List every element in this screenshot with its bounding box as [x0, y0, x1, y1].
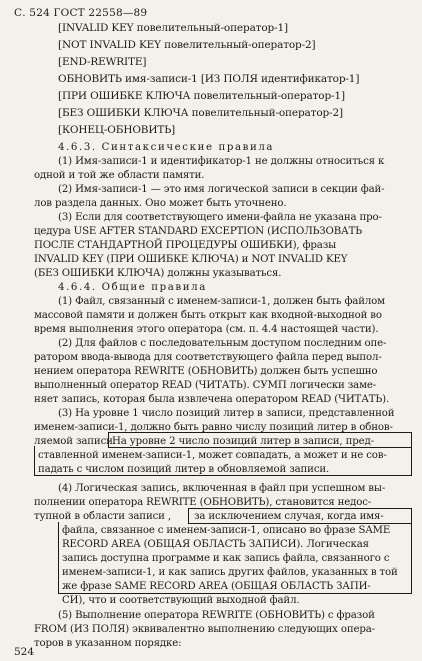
text-line: RECORD AREA (ОБЩАЯ ОБЛАСТЬ ЗАПИСИ). Логическая — [62, 539, 369, 550]
text-line: ляемой записи. — [34, 436, 116, 447]
text-line: именем-записи-1, должно быть равно числу позиций литер в обнов- — [34, 422, 393, 433]
page-header: С. 524 ГОСТ 22558—89 — [14, 7, 148, 19]
section-heading: 4.6.3. Синтаксические правила — [58, 142, 275, 153]
text-line: На уровне 2 число позиций литер в записи, пред- — [112, 436, 374, 447]
text-line: (1) Имя-записи-1 и идентификатор-1 не должны относиться к — [58, 156, 385, 167]
text-line: (2) Имя-записи-1 — это имя логической записи в секции фай- — [58, 184, 385, 195]
syntax-line: [INVALID KEY повелительный-оператор-1] — [58, 22, 288, 34]
text-line: ПОСЛЕ СТАНДАРТНОЙ ПРОЦЕДУРЫ ОШИБКИ), фразы — [34, 240, 337, 251]
syntax-line: ОБНОВИТЬ имя-записи-1 [ИЗ ПОЛЯ идентификатор-1] — [58, 73, 360, 85]
text-line: FROM (ИЗ ПОЛЯ) эквивалентно выполнению следующих опера- — [34, 624, 375, 635]
text-line: полнении оператора REWRITE (ОБНОВИТЬ), становится недос- — [34, 497, 372, 508]
text-line: массовой памяти и должен быть открыт как входной-выходной во — [34, 310, 382, 321]
text-line: выполненный оператор READ (ЧИТАТЬ). СУМП логически заме- — [34, 380, 377, 391]
text-line: цедура USE AFTER STANDARD EXCEPTION (ИСПОЛЬЗОВАТЬ — [34, 226, 362, 237]
text-line: время выполнения этого оператора (см. п. 4.4 настоящей части). — [34, 324, 379, 335]
text-line: (2) Для файлов с последовательным доступом последним опе- — [58, 338, 387, 349]
text-line: ратором ввода-вывода для соответствующего файла перед выпол- — [34, 352, 382, 363]
syntax-line: [ПРИ ОШИБКЕ КЛЮЧА повелительный-оператор-1] — [58, 90, 345, 102]
text-line: именем-записи-1, и как запись других файлов, указанных в той — [62, 567, 398, 578]
text-line: же фразе SAME RECORD AREA (ОБЩАЯ ОБЛАСТЬ ЗАПИ- — [62, 581, 371, 592]
syntax-line: [NOT INVALID KEY повелительный-оператор-2] — [58, 39, 316, 51]
text-line: падать с числом позиций литер в обновляемой записи. — [38, 464, 330, 475]
text-line: (5) Выполнение оператора REWRITE (ОБНОВИТЬ) с фразой — [58, 610, 375, 621]
section-heading: 4.6.4. Общие правила — [58, 282, 207, 293]
page-number: 524 — [14, 646, 35, 658]
text-line: няет запись, которая была извлечена оператором READ (ЧИТАТЬ). — [34, 394, 390, 405]
text-line: тупной в области записи , — [34, 511, 171, 522]
text-line: СИ), что и соответствующий выходной файл. — [62, 595, 300, 606]
text-line: (3) На уровне 1 число позиций литер в записи, представленной — [58, 408, 395, 419]
syntax-line: [БЕЗ ОШИБКИ КЛЮЧА повелительный-оператор-2] — [58, 107, 343, 119]
syntax-line: [END-REWRITE] — [58, 56, 147, 68]
text-line: за исключением случая, когда имя- — [194, 511, 384, 522]
text-line: запись доступна программе и как запись файла, связанного с — [62, 553, 390, 564]
text-line: ставленной именем-записи-1, может совпадать, а может и не сов- — [38, 450, 387, 461]
text-line: нением оператора REWRITE (ОБНОВИТЬ) должен быть успешно — [34, 366, 378, 377]
text-line: (БЕЗ ОШИБКИ КЛЮЧА) должны указываться. — [34, 268, 282, 279]
text-line: (3) Если для соответствующего имени-файла не указана про- — [58, 212, 382, 223]
text-line: лов раздела данных. Оно может быть уточнено. — [34, 198, 287, 209]
text-line: файла, связанное с именем-записи-1, описано во фразе SAME — [62, 525, 391, 536]
text-line: INVALID KEY (ПРИ ОШИБКЕ КЛЮЧА) и NOT INVALID KEY — [34, 254, 348, 265]
text-line: (1) Файл, связанный с именем-записи-1, должен быть файлом — [58, 296, 385, 307]
text-line: (4) Логическая запись, включенная в файл при успешном вы- — [58, 483, 386, 494]
text-line: торов в указанном порядке: — [34, 638, 182, 649]
syntax-line: [КОНЕЦ-ОБНОВИТЬ] — [58, 124, 176, 136]
text-line: одной и той же области памяти. — [34, 170, 205, 181]
